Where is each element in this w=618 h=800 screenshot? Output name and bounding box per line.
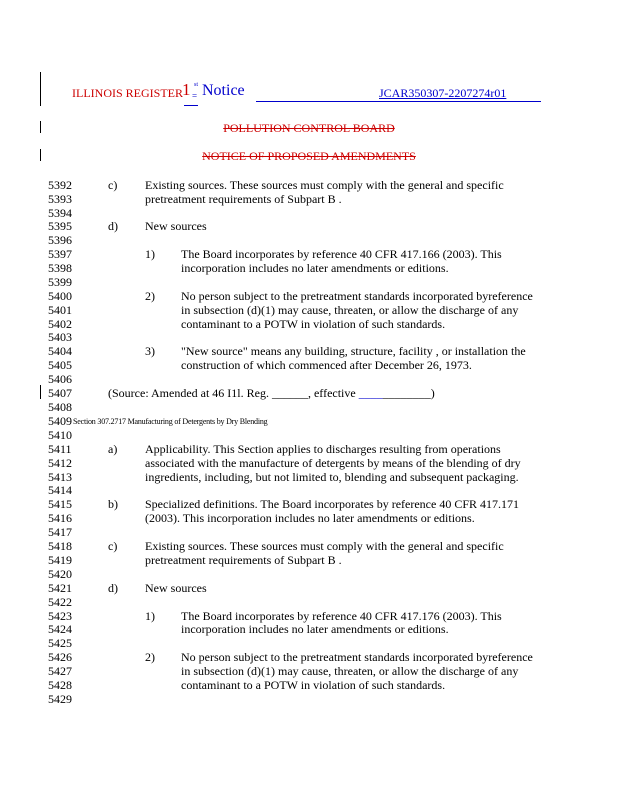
line-number: 5395 [48, 219, 72, 233]
line-number: 5402 [48, 317, 72, 331]
line-number: 5408 [48, 400, 72, 414]
subsection-label: d) [108, 581, 118, 595]
line-number: 5425 [48, 636, 72, 650]
register-title: ILLINOIS REGISTER [72, 86, 183, 100]
body-text: (2003). This incorporation includes no later amendments or editions. [145, 511, 475, 525]
body-text: No person subject to the pretreatment standards incorporated byreference [181, 650, 533, 664]
body-text: construction of which commenced after December 26, 1973. [181, 358, 472, 372]
source-note [108, 386, 435, 400]
line-number: 5398 [48, 261, 72, 275]
body-text: contaminant to a POTW in violation of such standards. [181, 678, 446, 692]
subsection-label: a) [108, 442, 118, 456]
line-number: 5420 [48, 567, 72, 581]
body-text: No person subject to the pretreatment standards incorporated byreference [181, 289, 533, 303]
header-underline-short [184, 105, 198, 106]
subsection-label: c) [108, 178, 118, 192]
effective-date-blank: ____ [358, 386, 383, 400]
body-text: "New source" means any building, structure, facility , or installation the [181, 344, 526, 358]
notice-type: NOTICE OF PROPOSED AMENDMENTS [202, 149, 416, 163]
line-number: 5421 [48, 581, 72, 595]
line-number: 5399 [48, 275, 72, 289]
line-number: 5404 [48, 344, 72, 358]
notice-label: Notice [202, 82, 245, 99]
body-text: Existing sources. These sources must comply with the general and specific [145, 539, 504, 553]
subsection-label: c) [108, 539, 118, 553]
body-text: in subsection (d)(1) may cause, threaten, or allow the discharge of any [181, 303, 519, 317]
body-text: ingredients, including, but not limited to, blending and subsequent packaging. [145, 470, 519, 484]
section-heading: Section 307.2717 Manufacturing of Detergents by Dry Blending [73, 417, 268, 426]
line-number: 5424 [48, 622, 72, 636]
body-text: incorporation includes no later amendments or editions. [181, 622, 449, 636]
line-number: 5405 [48, 358, 72, 372]
subsection-label: 1) [145, 247, 155, 261]
line-number: 5418 [48, 539, 72, 553]
line-number: 5413 [48, 470, 72, 484]
line-number: 5422 [48, 595, 72, 609]
line-number: 5414 [48, 483, 72, 497]
body-text: incorporation includes no later amendments or editions. [181, 261, 449, 275]
line-number: 5410 [48, 428, 72, 442]
revision-bar [40, 385, 41, 399]
line-number: 5397 [48, 247, 72, 261]
line-number: 5417 [48, 525, 72, 539]
body-text: New sources [145, 219, 207, 233]
line-number: 5406 [48, 372, 72, 386]
line-number: 5393 [48, 192, 72, 206]
line-number: 5416 [48, 511, 72, 525]
line-number: 5419 [48, 553, 72, 567]
agency-name: POLLUTION CONTROL BOARD [223, 121, 395, 135]
line-number: 5415 [48, 497, 72, 511]
line-number: 5409 [48, 414, 72, 428]
subsection-label: 3) [145, 344, 155, 358]
issue-superscript: st [194, 82, 199, 88]
line-number: 5412 [48, 456, 72, 470]
source-note-text: (Source: Amended at 46 I1l. Reg. ______, effective [108, 386, 359, 400]
body-text: The Board incorporates by reference 40 CFR 417.176 (2003). This [181, 609, 502, 623]
line-number: 5403 [48, 330, 72, 344]
body-text: in subsection (d)(1) may cause, threaten, or allow the discharge of any [181, 664, 519, 678]
line-number: 5407 [48, 386, 72, 400]
line-number: 5423 [48, 609, 72, 623]
register-header [72, 82, 542, 102]
line-number: 5427 [48, 664, 72, 678]
body-text: Existing sources. These sources must comply with the general and specific [145, 178, 504, 192]
body-text: associated with the manufacture of detergents by means of the blending of dry [145, 456, 521, 470]
line-number: 5428 [48, 678, 72, 692]
body-text: Specialized definitions. The Board incorporates by reference 40 CFR 417.171 [145, 497, 520, 511]
line-number: 5401 [48, 303, 72, 317]
body-text: contaminant to a POTW in violation of such standards. [181, 317, 446, 331]
line-number: 5426 [48, 650, 72, 664]
line-number: 5411 [48, 442, 72, 456]
issue-number: 1 [182, 80, 191, 99]
line-number: 5400 [48, 289, 72, 303]
revision-bar [40, 72, 41, 106]
line-number: 5429 [48, 692, 72, 706]
body-text: pretreatment requirements of Subpart B . [145, 192, 342, 206]
subsection-label: 2) [145, 650, 155, 664]
line-number: 5394 [48, 206, 72, 220]
jcar-code: JCAR350307-2207274r01 [379, 86, 507, 100]
subsection-label: 1) [145, 609, 155, 623]
line-number: 5396 [48, 233, 72, 247]
issue-sub-mark: = [192, 91, 197, 101]
line-number: 5392 [48, 178, 72, 192]
body-text: pretreatment requirements of Subpart B . [145, 553, 342, 567]
subsection-label: b) [108, 497, 118, 511]
subsection-label: d) [108, 219, 118, 233]
subsection-label: 2) [145, 289, 155, 303]
header-underline [256, 101, 541, 102]
source-note-end: ________) [382, 386, 435, 400]
body-text: The Board incorporates by reference 40 CFR 417.166 (2003). This [181, 247, 502, 261]
body-text: New sources [145, 581, 207, 595]
body-text: Applicability. This Section applies to discharges resulting from operations [145, 442, 501, 456]
